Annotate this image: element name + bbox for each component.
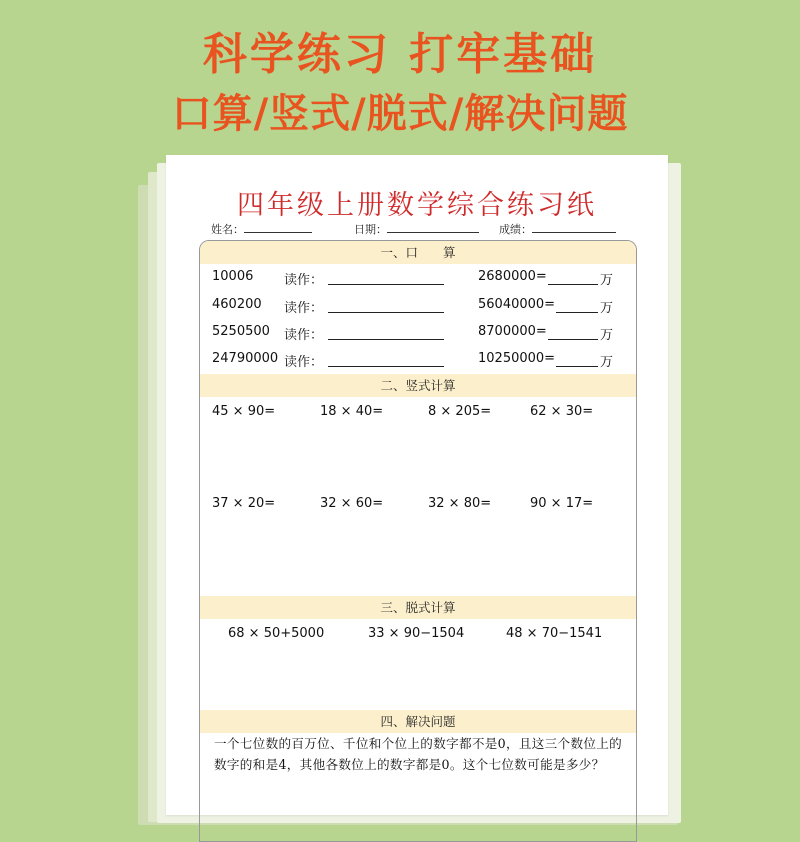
worksheet-paper [166,155,668,815]
vertical-problem: 62 × 30= [530,404,594,419]
vertical-problem: 8 × 205= [428,404,492,419]
worksheet-title: 四年级上册数学综合练习纸 [237,190,597,221]
name-field [211,221,312,237]
name-label: 姓名： [211,223,244,236]
wan-unit: 万 [600,301,614,316]
conversion-answer-line [548,284,598,285]
conversion-expression: 10250000= [478,351,556,366]
oral-number: 5250500 [212,324,270,339]
conversion-answer-line [556,366,598,367]
conversion-answer-line [548,339,598,340]
read-answer-line [328,339,444,340]
date-blank [387,222,479,233]
read-answer-line [328,312,444,313]
read-label: 读作： [284,328,324,343]
conversion-expression: 56040000= [478,297,556,312]
stepwise-problem: 33 × 90−1504 [368,626,465,641]
read-answer-line [328,284,444,285]
date-label: 日期： [354,223,387,236]
conversion-expression: 2680000= [478,269,547,284]
stepwise-problem: 48 × 70−1541 [506,626,603,641]
section-vertical-header: 二、竖式计算 [200,374,636,397]
oral-number: 24790000 [212,351,279,366]
oral-number: 460200 [212,297,262,312]
read-label: 读作： [284,355,324,370]
headline-sub: 口算/竖式/脱式/解决问题 [171,91,629,137]
wan-unit: 万 [600,273,614,288]
wan-unit: 万 [600,355,614,370]
section-word-problem-header: 四、解决问题 [200,710,636,733]
read-answer-line [328,366,444,367]
conversion-answer-line [556,312,598,313]
stepwise-problem: 68 × 50+5000 [228,626,325,641]
vertical-problem: 32 × 60= [320,496,384,511]
section-stepwise-header: 三、脱式计算 [200,596,636,619]
score-blank [532,222,616,233]
vertical-problem: 90 × 17= [530,496,594,511]
wan-unit: 万 [600,328,614,343]
vertical-problem: 18 × 40= [320,404,384,419]
word-problem-text: 一个七位数的百万位、千位和个位上的数字都不是0，且这三个数位上的数字的和是4，其他各数位上的数字都是0。这个七位数可能是多少？ [214,736,623,772]
vertical-problem: 45 × 90= [212,404,276,419]
section-oral-header: 一、口 算 [200,241,636,264]
score-field [499,221,616,237]
score-label: 成绩： [499,223,532,236]
conversion-expression: 8700000= [478,324,547,339]
vertical-problem: 32 × 80= [428,496,492,511]
headline-main: 科学练习 打牢基础 [202,29,598,80]
name-blank [244,222,312,233]
oral-number: 10006 [212,269,254,284]
read-label: 读作： [284,301,324,316]
vertical-problem: 37 × 20= [212,496,276,511]
read-label: 读作： [284,273,324,288]
date-field [354,221,479,237]
